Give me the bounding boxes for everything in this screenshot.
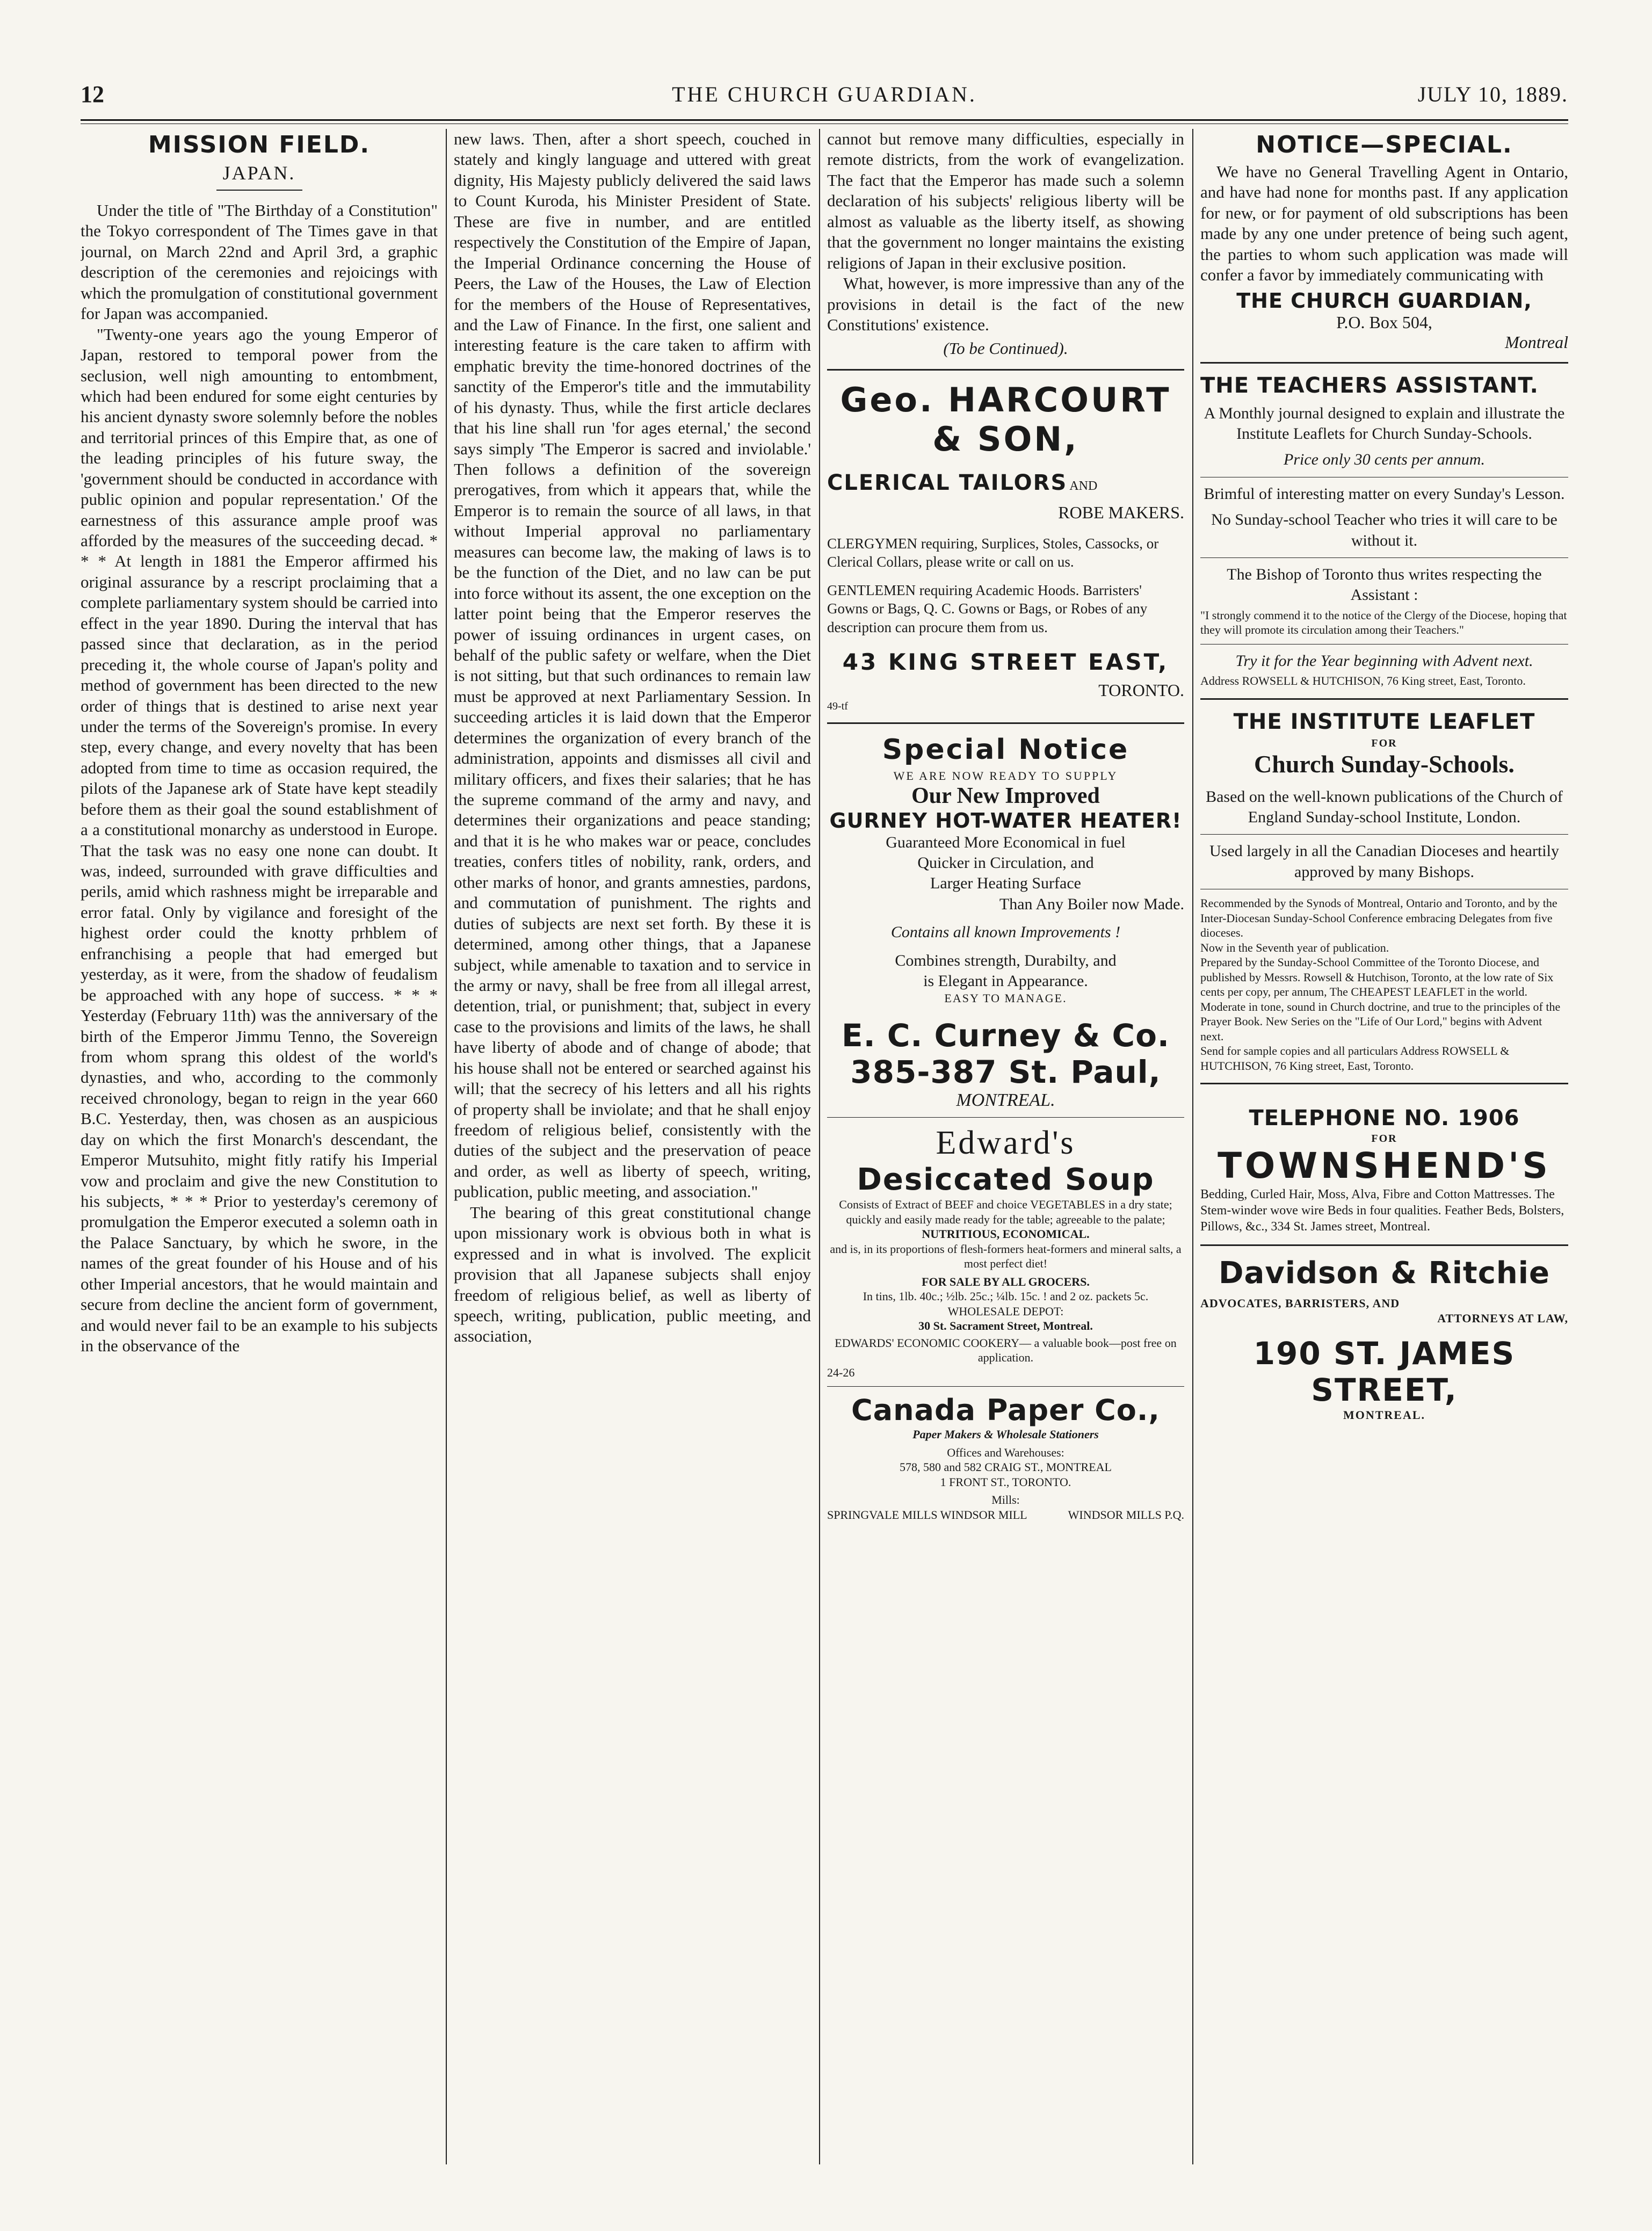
ad-company: E. C. Curney & Co. (842, 1017, 1170, 1054)
paragraph: What, however, is more impressive than any of the provisions in detail is the fact of the new Constitutions' existence. (827, 274, 1184, 334)
section-subheading: JAPAN. (222, 162, 296, 184)
ad-text: Contains all known Improvements ! (890, 923, 1121, 941)
ad-text: FOR SALE BY ALL GROCERS. (922, 1274, 1090, 1288)
ad-text: ADVOCATES, BARRISTERS, AND (1200, 1296, 1400, 1310)
paragraph: The bearing of this great constitutional change upon missionary work is obvious both in what is expressed and in what is involved. The explicit provision that all Japanese subjects shall enjoy freedom of religious belief, as well as liberty of speech, writing, publication, public meeting, and association, (454, 1203, 811, 1346)
ad-subtitle: Church Sunday-Schools. (1254, 750, 1515, 778)
davidson-ad (1200, 1256, 1568, 1422)
divider (1200, 698, 1568, 700)
section-heading: MISSION FIELD. (148, 131, 371, 158)
column-divider (1192, 129, 1193, 2164)
ad-title: Canada Paper Co., (851, 1393, 1160, 1428)
paragraph: We have no General Travelling Agent in Ontario, and have had none for months past. If any application for new, or for payment of old subscriptions has been made by any one under pretence of being such agent, the parties to whom such application was made will confer a favor by immediately communicating with (1200, 162, 1568, 285)
ad-title: THE INSTITUTE LEAFLET (1233, 709, 1535, 734)
ad-text: Consists of Extract of BEEF and choice VEGETABLES in a dry state; quickly and easily made ready for the table; agreeable to the palate; (839, 1198, 1172, 1226)
ad-text: FOR (1371, 737, 1397, 749)
paragraph: new laws. Then, after a short speech, couched in stately and kingly language and uttered with great dignity, His Majesty publicly delivered the said laws to Count Kuroda, his Minister President of State. These are five in number, and are entitled respectively the Constitution of the Empire of Japan, the Imperial Ordinance concerning the House of Peers, the Law of the Houses, the Law of Election for the members of the House of Representatives, and the Law of Finance. In the first, one salient and interesting feature is the care taken to affirm with emphatic brevity the time-honored doctrines of the sanctity of the Emperor's title and the immutability of his dynasty. Thus, while the first article declares that his line shall run 'for ages eternal,' the second says simply 'The Emperor is sacred and inviolable.' Then follows a definition of the sovereign prerogatives, from which it appears that, while the Emperor is to remain the source of all laws, in that without Imperial approval no parliamentary measures can become law, the making of laws is to be the function of the Diet, and no law can be put into force without its assent, the one exception on the latter point being that the Emperor reserves the power of issuing ordinances in urgent cases, on behalf of the public safety or welfare, when the Diet is not sitting, but that such ordinances to remain law must be approved at next Parliamentary Session. In succeeding articles it is laid down that the Emperor determines the organization of every branch of the administration, appoints and dismisses all civil and military officers, and fixes their salaries; that he has the supreme command of the army and navy, and determines their organizations and peace standing; and that it is he who makes war or peace, concludes treaties, confers titles of nobility, rank, orders, and other marks of honor, and grants amnesties, pardons, and commutation of punishment. The rights and duties of subjects are next set forth. By these it is determined, among other things, that a Japanese subject, while amenable to taxation and to service in the army or navy, shall be free from all illegal arrest, detention, trial, or punishment; that, subject in every case to the provisions and limits of the laws, he shall have liberty of abode and of change of abode; that his house shall not be entered or searched against his will; that the secrecy of his letters and all his rights of property shall be inviolate; and that he shall enjoy freedom of religious belief, consistently with the duties of the subject and the preservation of peace and order, as well as liberty of speech, writing, publication, public meeting, and association." (454, 129, 811, 1201)
ad-title: Davidson & Ritchie (1219, 1256, 1550, 1291)
ad-title: TELEPHONE NO. 1906 (1249, 1106, 1520, 1131)
paragraph: cannot but remove many difficulties, especially in remote districts, from the work of evangelization. The fact that the Emperor has made such a solemn declaration of his subjects' religious liberty will be almost as valuable as the liberty itself, as showing that the government no longer maintains the existing religions of Japan in their exclusive position. (827, 129, 1184, 272)
divider (1200, 1083, 1568, 1084)
column-2 (454, 129, 811, 2164)
divider (827, 369, 1184, 371)
ad-title: Special Notice (882, 733, 1129, 766)
header-rule (81, 119, 1568, 121)
ad-text: Used largely in all the Canadian Dioceses and heartily approved by many Bishops. (1209, 842, 1559, 881)
ad-text: NUTRITIOUS, ECONOMICAL. (922, 1227, 1090, 1241)
divider (827, 1386, 1184, 1387)
institute-leaflet-ad (1200, 709, 1568, 1074)
ad-text: Our New Improved (911, 783, 1100, 808)
ad-text: GURNEY HOT-WATER HEATER! (829, 808, 1182, 832)
ad-text: Mills: (991, 1493, 1020, 1507)
ad-text: The Bishop of Toronto thus writes respecting the Assistant : (1227, 565, 1542, 604)
ad-text: and is, in its proportions of flesh-formers heat-formers and mineral salts, a most perfect diet! (830, 1242, 1182, 1271)
page-header (81, 75, 1568, 118)
ad-text: Now in the Seventh year of publication. (1200, 940, 1389, 954)
ad-title: & SON, (932, 419, 1079, 459)
ad-text (1200, 162, 1568, 286)
teachers-assistant-ad (1200, 373, 1568, 689)
newspaper-page (81, 75, 1568, 2170)
ad-text: ROBE MAKERS. (1058, 502, 1184, 522)
page-number: 12 (81, 81, 104, 107)
ad-text: Brimful of interesting matter on every Sunday's Lesson. (1204, 484, 1565, 503)
column-divider (446, 129, 447, 2164)
divider (827, 1117, 1184, 1118)
divider (827, 722, 1184, 724)
ad-text: Recommended by the Synods of Montreal, Ontario and Toronto, and by the Inter-Diocesan Sunday-School Conference embracing Delegates from five dioceses. (1200, 896, 1557, 940)
ad-text: Quicker in Circulation, and (917, 853, 1094, 872)
ad-text: Than Any Boiler now Made. (999, 895, 1184, 913)
ad-text: Combines strength, Durabilty, and (895, 951, 1117, 969)
issue-date: JULY 10, 1889. (1417, 82, 1568, 106)
ad-text: SPRINGVALE MILLS WINDSOR MILL (827, 1508, 1027, 1522)
harcourt-ad (827, 380, 1184, 713)
ad-city: MONTREAL. (1343, 1408, 1426, 1422)
paragraph: Under the title of "The Birthday of a Constitution" the Tokyo correspondent of The Times gave in that journal, on March 22nd and April 3rd, a graphic description of the ceremonies and rejoicings with which the promulgation of constitutional government for Japan was accompanied. (81, 201, 438, 323)
ad-text: CLERGYMEN requiring, Surplices, Stoles, Cassocks, or Clerical Collars, please write or call on us. (827, 535, 1159, 570)
mills-row (827, 1508, 1184, 1523)
ad-text: Prepared by the Sunday-School Committee of the Toronto Diocese, and published by Messrs. Rowsell & Hutchison, Toronto, at the low rate of Six cents per copy, per annum, The CHEAPEST LEAFLET in the world. Moderate in tone, sound in Church doctrine, and true to the principles of the Prayer Book. New Series on the "Life of Our Lord," begins with Advent next. (1200, 955, 1561, 1043)
ad-address: 190 ST. JAMES STREET, (1253, 1335, 1516, 1409)
ad-title: THE TEACHERS ASSISTANT. (1200, 373, 1539, 398)
column-1 (81, 129, 438, 2164)
divider (1200, 834, 1568, 835)
ad-text: Based on the well-known publications of the Church of England Sunday-school Institute, London. (1206, 787, 1563, 827)
divider (1200, 557, 1568, 558)
continued-note: (To be Continued). (943, 339, 1068, 358)
ad-text: WE ARE NOW READY TO SUPPLY (893, 769, 1118, 783)
ad-text: In tins, 1lb. 40c.; ½lb. 25c.; ¼lb. 15c. ! and 2 oz. packets 5c. (863, 1290, 1149, 1303)
ad-text: WHOLESALE DEPOT: (947, 1304, 1064, 1318)
ad-text: No Sunday-school Teacher who tries it will care to be without it. (1211, 511, 1557, 549)
divider (1200, 1244, 1568, 1246)
ad-code: 49-tf (827, 700, 848, 712)
ad-text: AND (1069, 479, 1098, 493)
ad-city: MONTREAL. (956, 1090, 1055, 1111)
ad-text: A Monthly journal designed to explain and illustrate the Institute Leaflets for Church Sunday-Schools. (1204, 404, 1565, 443)
ad-text: Address ROWSELL & HUTCHISON, 76 King street, East, Toronto. (1200, 674, 1526, 688)
paragraph: "Twenty-one years ago the young Emperor of Japan, restored to temporal power from the seclusion, well nigh amounting to entombment, which had been endured for some eight centuries by his ancient dynasty swore solemnly before the nobles and territorial princes of this Empire that, as one of the leading principles of his future sway, the 'government should be conducted in accordance with public opinion and popular representation.' Of the earnestness of this assurance ample proof was afforded by the measures of the succeeding decad. * * * At length in 1881 the Emperor affirmed his original assurance by a rescript proclaiming that a complete parliamentary system should be carried into effect in the year 1890. During the interval that has passed since that declaration, as in the period preceding it, the whole course of Japan's polity and method of government has been directed to the new order of things that is destined to arise next year under the terms of the Sovereign's promise. In every step, every change, and every novelty that has been adopted from time to time as occasion required, the pilots of the Japanese ark of State have kept steadily before them as their goal the sound establishment of a a constitutional monarchy as understood in Europe. That the task was no easy one none can doubt. It was, indeed, surrounded with grave difficulties and perils, amid which rashness might be irreparable and error fatal. Only by vigilance and foresight of the highest order could the knotty prhblem of enfranchising a people that had emerged but yesterday, as it were, from the shadow of feudalism be approached with any hope of success. * * * Yesterday (February 11th) was the anniversary of the birth of the Emperor Jimmu Tenno, the Sovereign from whom sprang this oldest of the world's dynasties, and who, according to the commonly received chronology, began to reign in the year 660 B.C. Yesterday, then, was chosen as an auspicious day on which the first Monarch's descendant, the Emperor Mutsuhito, might fitly ratify his Imperial vow and proclaim and give the new Constitution to his subjects, * * * Prior to yesterday's ceremony of promulgation the Emperor executed a solemn oath in the Palace Sanctuary, by which he swore, in the names of the great founder of his House and of his other Imperial ancestors, that he would maintain and secure from decline the ancient form of government, and would never fail to be an example to his subjects in the observance of the (81, 324, 438, 1356)
ad-text: P.O. Box 504, (1336, 312, 1432, 332)
ad-text: is Elegant in Appearance. (923, 972, 1088, 990)
ad-org: THE CHURCH GUARDIAN, (1236, 288, 1532, 313)
ad-text: EDWARDS' ECONOMIC COOKERY— a valuable book—post free on application. (835, 1336, 1177, 1365)
ad-text: Bedding, Curled Hair, Moss, Alva, Fibre and Cotton Mattresses. The Stem-winder wove wire Beds in four qualities. Feather Beds, Bolsters, Pillows, &c., 334 St. James street, Montreal. (1200, 1187, 1564, 1234)
ad-text: ATTORNEYS AT LAW, (1437, 1311, 1568, 1325)
soup-ad (827, 1124, 1184, 1380)
ad-text: Montreal (1505, 332, 1568, 352)
ad-text: FOR (1371, 1133, 1397, 1145)
ad-code: 24-26 (827, 1365, 855, 1379)
gurney-ad (827, 734, 1184, 1111)
divider (216, 190, 302, 191)
article-body (827, 129, 1184, 359)
ad-text: "I strongly commend it to the notice of the Clergy of the Diocese, hoping that they will promote its circulation among their Teachers." (1200, 608, 1567, 637)
ad-text: 30 St. Sacrament Street, Montreal. (918, 1319, 1093, 1333)
ad-text: GENTLEMEN requiring Academic Hoods. Barristers' Gowns or Bags, Q. C. Gowns or Bags, or Robes of any description can procure them from us. (827, 582, 1148, 635)
ad-text: Send for sample copies and all particulars Address ROWSELL & HUTCHISON, 76 King street, East, Toronto. (1200, 1044, 1510, 1073)
canada-paper-ad (827, 1393, 1184, 1522)
notice-special (1200, 131, 1568, 352)
ad-text: 1 FRONT ST., TORONTO. (940, 1475, 1071, 1489)
column-3 (827, 129, 1184, 2164)
ad-text: Price only 30 cents per annum. (1284, 451, 1485, 469)
ad-text: Try it for the Year beginning with Advent next. (1235, 651, 1533, 670)
column-divider (819, 129, 820, 2164)
ad-text: 578, 580 and 582 CRAIG ST., MONTREAL (900, 1460, 1112, 1474)
ad-text: Paper Makers & Wholesale Stationers (912, 1428, 1099, 1442)
ad-title: Geo. HARCOURT (840, 380, 1171, 419)
ad-text: WINDSOR MILLS P.Q. (1068, 1508, 1184, 1522)
townshend-ad (1200, 1106, 1568, 1235)
ad-subtitle: CLERICAL TAILORS (827, 470, 1068, 495)
article-body (81, 200, 438, 1357)
ad-text: EASY TO MANAGE. (944, 991, 1067, 1005)
ad-text: Larger Heating Surface (930, 874, 1081, 893)
ad-text: Guaranteed More Economical in fuel (886, 833, 1126, 851)
ad-address: 385-387 St. Paul, (850, 1054, 1161, 1091)
ad-city: TORONTO. (1098, 680, 1184, 700)
column-4 (1200, 129, 1568, 2164)
article-body (454, 129, 811, 1347)
ad-title: Edward's (936, 1125, 1076, 1162)
ad-title: Desiccated Soup (857, 1162, 1155, 1198)
masthead-title: THE CHURCH GUARDIAN. (672, 82, 977, 106)
ad-text: Offices and Warehouses: (947, 1445, 1064, 1459)
divider (1200, 362, 1568, 364)
ad-address: 43 KING STREET EAST, (842, 648, 1169, 675)
ad-title: NOTICE—SPECIAL. (1256, 131, 1513, 158)
ad-title: TOWNSHEND'S (1218, 1145, 1551, 1187)
